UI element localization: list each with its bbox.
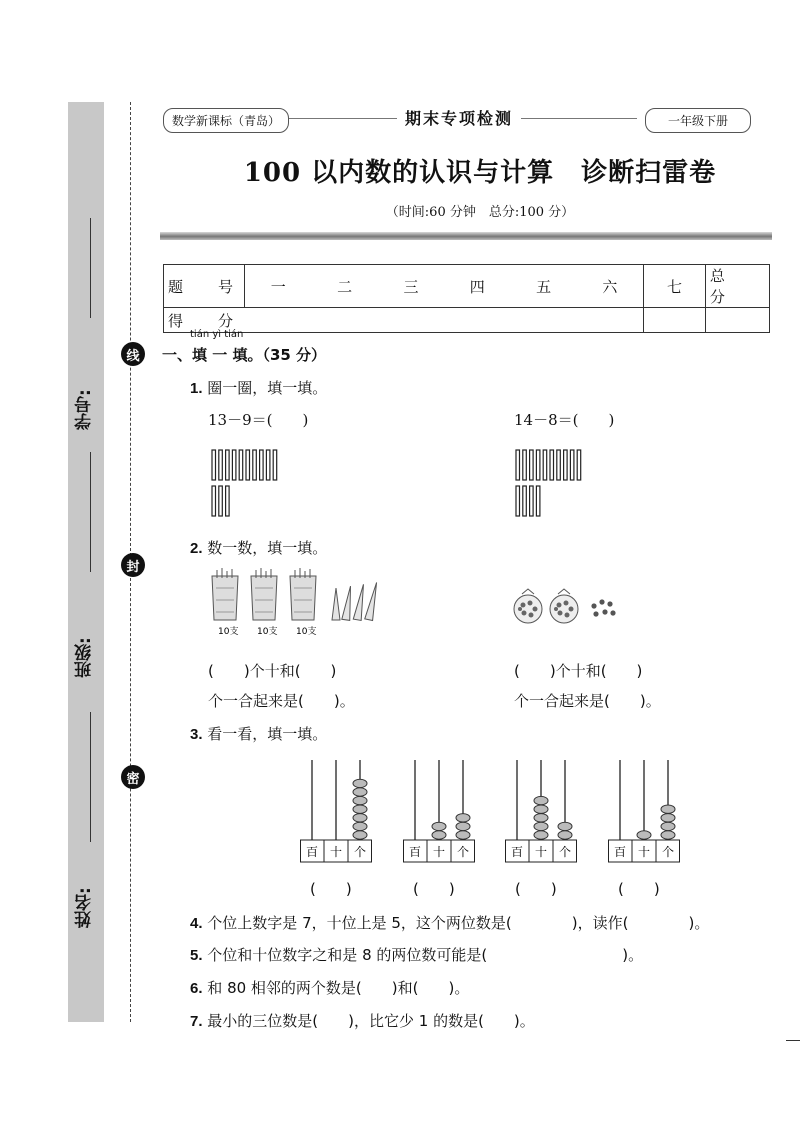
counting-stick <box>570 450 574 480</box>
score-cell: 题 号 <box>164 265 245 308</box>
counting-stick <box>273 450 277 480</box>
counting-stick <box>516 450 520 480</box>
abacus-bead <box>534 805 548 813</box>
place-value-label: 个 <box>353 845 367 859</box>
counting-stick <box>523 486 527 516</box>
student-id-label: 学号: <box>75 389 95 430</box>
seal-line-mark: 线 <box>121 342 145 366</box>
q2-right-line1: ( )个十和( ) <box>514 662 643 680</box>
question-5 <box>190 944 643 965</box>
abacus-bead <box>661 831 675 839</box>
question-text: 个位上数字是 7，十位上是 5，这个两位数是( )，读作( )。 <box>207 914 710 932</box>
section-heading: 一、填 一 填。（35 分） <box>162 346 327 364</box>
q2-pencil-cups-figure <box>208 568 383 640</box>
counting-stick <box>577 450 581 480</box>
abacus-counter <box>608 758 680 864</box>
pencil-cup-icon <box>212 568 238 620</box>
abacus-counter <box>300 758 372 864</box>
place-value-label: 百 <box>305 845 319 859</box>
bead-bag-icon <box>550 589 578 623</box>
class-label: 班级: <box>75 637 95 678</box>
place-value-label: 百 <box>613 845 627 859</box>
counting-stick <box>226 450 230 480</box>
question-number: 5. <box>190 947 203 964</box>
question-number: 1. <box>190 380 203 397</box>
question-number: 2. <box>190 540 203 557</box>
counting-stick <box>253 450 256 480</box>
abacus-counter <box>505 758 577 864</box>
cup-label: 10支 <box>296 627 317 637</box>
q2-right-line2: 个一合起来是( )。 <box>514 692 661 710</box>
question-text: 最小的三位数是( )，比它少 1 的数是( )。 <box>207 1012 535 1030</box>
counting-stick <box>564 450 568 480</box>
question-number: 3. <box>190 726 203 743</box>
abacus-bead <box>353 814 367 822</box>
abacus-bead <box>661 822 675 830</box>
question-7 <box>190 1010 535 1031</box>
title-divider <box>160 232 772 240</box>
abacus-bead <box>534 814 548 822</box>
cup-label: 10支 <box>257 627 278 637</box>
question-text: 和 80 相邻的两个数是( )和( )。 <box>207 979 470 997</box>
abacus-answer-blank[interactable]: ( ) <box>515 880 557 898</box>
q1-sticks-left <box>210 448 300 520</box>
score-cell: 五 <box>510 265 576 308</box>
loose-pencils-icon <box>332 582 380 621</box>
abacus-answer-blank[interactable]: ( ) <box>413 880 455 898</box>
q2-left-line2: 个一合起来是( )。 <box>208 692 355 710</box>
exam-type: 期末专项检测 <box>397 106 521 129</box>
score-cell: 三 <box>378 265 444 308</box>
score-value-row <box>164 308 770 333</box>
edition-badge: 数学新课标（青岛） <box>163 108 289 133</box>
question-3 <box>190 723 327 744</box>
score-entry[interactable] <box>245 308 644 333</box>
counting-stick <box>219 450 223 480</box>
score-header-row <box>164 265 770 308</box>
counting-stick <box>550 450 554 480</box>
question-text: 个位和十位数字之和是 8 的两位数可能是( )。 <box>207 946 644 964</box>
place-value-label: 个 <box>456 845 470 859</box>
abacus-bead <box>558 831 572 839</box>
abacus-bead <box>432 822 446 830</box>
place-value-label: 个 <box>558 845 572 859</box>
counting-stick <box>219 486 223 516</box>
section-pinyin: tián yì tián <box>190 329 244 340</box>
question-text: 圈一圈，填一填。 <box>207 379 328 397</box>
abacus-bead <box>353 805 367 813</box>
question-6 <box>190 977 469 998</box>
abacus-bead <box>661 805 675 813</box>
abacus-counter <box>403 758 475 864</box>
score-entry[interactable] <box>644 308 706 333</box>
pencil-cup-icon <box>290 568 316 620</box>
loose-beads-icon <box>591 599 615 616</box>
q1-equation-left: 13－9＝( ) <box>208 411 309 429</box>
pencil-cup-icon <box>251 568 277 620</box>
seal-secret-mark: 密 <box>121 765 145 789</box>
abacus-bead <box>637 831 651 839</box>
place-value-label: 十 <box>534 845 548 859</box>
abacus-bead <box>534 796 548 804</box>
q1-equation-right: 14－8＝( ) <box>514 411 615 429</box>
counting-stick <box>212 486 216 516</box>
grade-badge: 一年级下册 <box>645 108 751 133</box>
counting-stick <box>557 450 561 480</box>
abacus-bead <box>534 822 548 830</box>
score-table <box>163 264 770 333</box>
abacus-bead <box>353 788 367 796</box>
score-cell: 七 <box>644 265 706 308</box>
place-value-label: 百 <box>408 845 422 859</box>
counting-stick <box>232 450 236 480</box>
place-value-label: 十 <box>432 845 446 859</box>
score-cell: 六 <box>577 265 644 308</box>
abacus-bead <box>456 831 470 839</box>
question-2 <box>190 537 327 558</box>
exam-info: （时间:60 分钟 总分:100 分） <box>385 205 575 220</box>
question-text: 看一看，填一填。 <box>207 725 328 743</box>
cup-label: 10支 <box>218 627 239 637</box>
abacus-bead <box>456 822 470 830</box>
abacus-bead <box>456 814 470 822</box>
abacus-bead <box>353 779 367 787</box>
question-4 <box>190 912 709 933</box>
seal-seal-mark: 封 <box>121 553 145 577</box>
score-row-label: 得 分 <box>164 308 245 333</box>
counting-stick <box>516 486 520 516</box>
counting-stick <box>266 450 270 480</box>
q2-left-line1: ( )个十和( ) <box>208 662 337 680</box>
abacus-bead <box>353 822 367 830</box>
abacus-bead <box>558 822 572 830</box>
score-entry[interactable] <box>705 308 769 333</box>
score-cell: 一 <box>245 265 312 308</box>
abacus-answer-blank[interactable]: ( ) <box>618 880 660 898</box>
place-value-label: 十 <box>329 845 343 859</box>
place-value-label: 百 <box>510 845 524 859</box>
counting-stick <box>212 450 216 480</box>
name-label: 姓名: <box>75 887 95 928</box>
counting-stick <box>530 450 534 480</box>
counting-stick <box>523 450 527 480</box>
question-number: 7. <box>190 1013 203 1030</box>
score-cell: 总 分 <box>705 265 769 308</box>
name-write-line <box>90 712 91 842</box>
abacus-bead <box>661 814 675 822</box>
counting-stick <box>226 486 230 516</box>
counting-stick <box>543 450 547 480</box>
abacus-bead <box>353 796 367 804</box>
counting-stick <box>536 486 540 516</box>
question-text: 数一数，填一填。 <box>207 539 328 557</box>
page-edge-mark <box>786 1040 800 1041</box>
counting-stick <box>246 450 250 480</box>
counting-stick <box>536 450 540 480</box>
abacus-bead <box>534 831 548 839</box>
question-1 <box>190 377 327 398</box>
abacus-bead <box>432 831 446 839</box>
abacus-bead <box>353 831 367 839</box>
place-value-label: 十 <box>637 845 651 859</box>
q2-bead-bags-figure <box>512 584 622 629</box>
bead-bag-icon <box>514 589 542 623</box>
counting-stick <box>530 486 534 516</box>
place-value-label: 个 <box>661 845 675 859</box>
question-number: 4. <box>190 915 203 932</box>
question-number: 6. <box>190 980 203 997</box>
counting-stick <box>260 450 264 480</box>
page-title: 100 以内数的认识与计算 诊断扫雷卷 <box>243 158 717 188</box>
q1-sticks-right <box>514 448 604 520</box>
score-cell: 四 <box>444 265 510 308</box>
class-write-line <box>90 452 91 572</box>
student-id-write-line <box>90 218 91 318</box>
score-cell: 二 <box>311 265 377 308</box>
abacus-answer-blank[interactable]: ( ) <box>310 880 352 898</box>
counting-stick <box>239 450 243 480</box>
